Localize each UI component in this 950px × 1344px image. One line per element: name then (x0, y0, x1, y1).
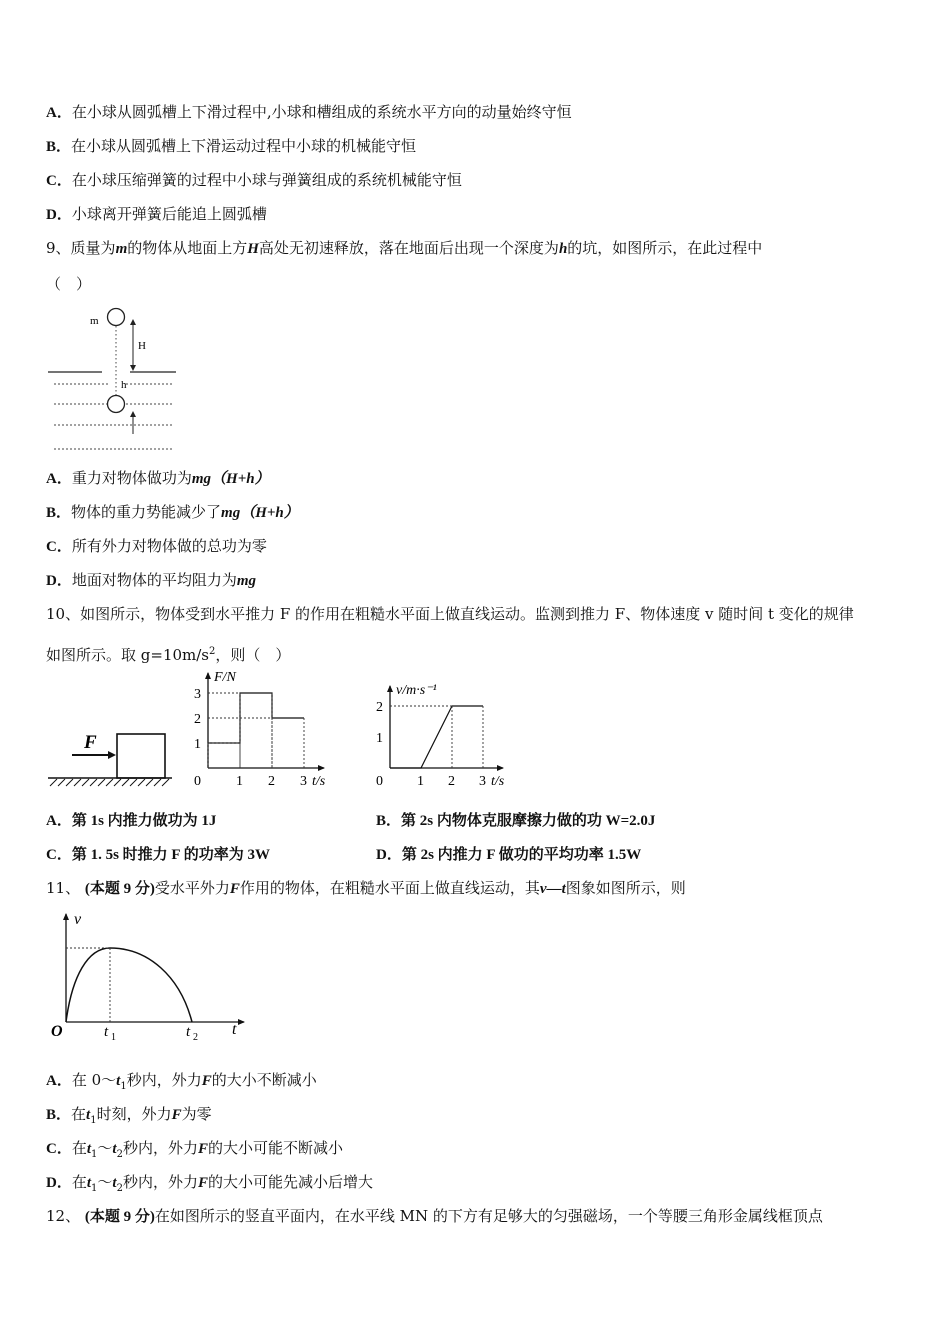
x-axis-arrow (318, 765, 325, 771)
origin-label: O (51, 1023, 63, 1040)
x-axis-arrow (238, 1019, 245, 1025)
q8-option-c: C．在小球压缩弹簧的过程中小球与弹簧组成的系统机械能守恒 (46, 171, 462, 189)
q10-velocity-chart (368, 672, 528, 790)
q10-force-label: F (84, 732, 97, 753)
x-tick-label: 0 (194, 774, 201, 789)
y-axis-arrow (205, 672, 211, 679)
q11-vt-chart (46, 906, 256, 1046)
q9-stem: 9、质量为m的物体从地面上方H高处无初速释放，落在地面后出现一个深度为h的坑，如图所示，在此过程中 (46, 239, 763, 257)
q9-ball-top (108, 309, 125, 326)
q9-label-h: h (121, 379, 127, 391)
q9-option-a: A．重力对物体做功为mg（H+h） (46, 469, 270, 487)
t2-label: t (186, 1024, 191, 1040)
x-tick-label: 2 (448, 774, 455, 789)
vt-curve (66, 948, 192, 1022)
q8-option-d: D．小球离开弹簧后能追上圆弧槽 (46, 205, 267, 223)
x-tick-label: 3 (300, 774, 307, 789)
t2-subscript: 2 (193, 1032, 198, 1043)
q8-option-a: A．在小球从圆弧槽上下滑过程中,小球和槽组成的系统水平方向的动量始终守恒 (46, 103, 572, 121)
q9-figure (46, 304, 186, 456)
q10-option-a: A．第 1s 内推力做功为 1J (46, 813, 217, 829)
q11-option-a: A．在 $0\sim t_1$秒内，外力F的大小不断减小 (46, 1071, 317, 1092)
q10-stem-line2: 如图所示。取 $g=10m/s^2$，则（ ） (46, 646, 291, 664)
q10-option-d: D．第 2s 内推力 F 做功的平均功率 1.5W (376, 847, 642, 863)
data-line (390, 706, 483, 768)
x-tick-label: 1 (417, 774, 424, 789)
y-axis-arrow (387, 685, 393, 692)
q9-ball-bottom (108, 396, 125, 413)
y-axis-label: v (74, 911, 82, 928)
y-axis-arrow (63, 913, 69, 920)
q9-option-d: D．地面对物体的平均阻力为mg (46, 571, 257, 589)
q10-option-c: C．第 1. 5s 时推力 F 的功率为 3W (46, 847, 271, 863)
x-axis-label: t/s (312, 774, 326, 789)
y-tick-label: 3 (194, 687, 201, 702)
x-axis-arrow (497, 765, 504, 771)
q9-label-m: m (90, 315, 99, 327)
x-tick-label: 0 (376, 774, 383, 789)
q8-option-b: B．在小球从圆弧槽上下滑运动过程中小球的机械能守恒 (46, 137, 417, 155)
q10-block (117, 734, 165, 778)
y-tick-label: 1 (194, 737, 201, 752)
q10-ground-hatch (50, 779, 169, 786)
t1-subscript: 1 (111, 1032, 116, 1043)
q11-option-c: C．在$t_1\sim t_2$秒内，外力F的大小可能不断减小 (46, 1139, 344, 1160)
q10-stem-line1: 10、如图所示，物体受到水平推力 F 的作用在粗糙水平面上做直线运动。监测到推力 F、物体速度 v 随时间 t 变化的规律 (46, 605, 854, 623)
t1-label: t (104, 1024, 109, 1040)
y-tick-label: 1 (376, 731, 383, 746)
q11-stem: 11、 (本题 9 分)受水平外力F作用的物体，在粗糙水平面上做直线运动，其v—t图象如图所示，则 (46, 879, 686, 897)
q9-option-b: B．物体的重力势能减少了mg（H+h） (46, 503, 299, 521)
y-tick-label: 2 (376, 700, 383, 715)
q10-force-chart (186, 672, 346, 790)
q9-label-H: H (138, 340, 146, 352)
q12-stem: 12、 (本题 9 分)在如图所示的竖直平面内，在水平线 MN 的下方有足够大的匀强磁场，一个等腰三角形金属线框顶点 (46, 1207, 823, 1225)
q11-option-b: B．在$t_1$时刻，外力F为零 (46, 1105, 212, 1126)
y-axis-label: F/N (214, 672, 236, 685)
x-tick-label: 2 (268, 774, 275, 789)
x-tick-label: 3 (479, 774, 486, 789)
y-axis-label: v/m·s⁻¹ (396, 683, 437, 698)
y-tick-label: 2 (194, 712, 201, 727)
q10-block-figure (46, 728, 176, 788)
x-tick-label: 1 (236, 774, 243, 789)
q10-option-b: B．第 2s 内物体克服摩擦力做的功 W=2.0J (376, 813, 656, 829)
x-axis-label: t/s (491, 774, 505, 789)
q9-option-c: C．所有外力对物体做的总功为零 (46, 537, 267, 555)
x-axis-label: t (232, 1021, 237, 1038)
q9-paren: （ ） (46, 275, 92, 293)
q11-option-d: D．在$t_1\sim t_2$秒内，外力F的大小可能先减小后增大 (46, 1173, 374, 1194)
